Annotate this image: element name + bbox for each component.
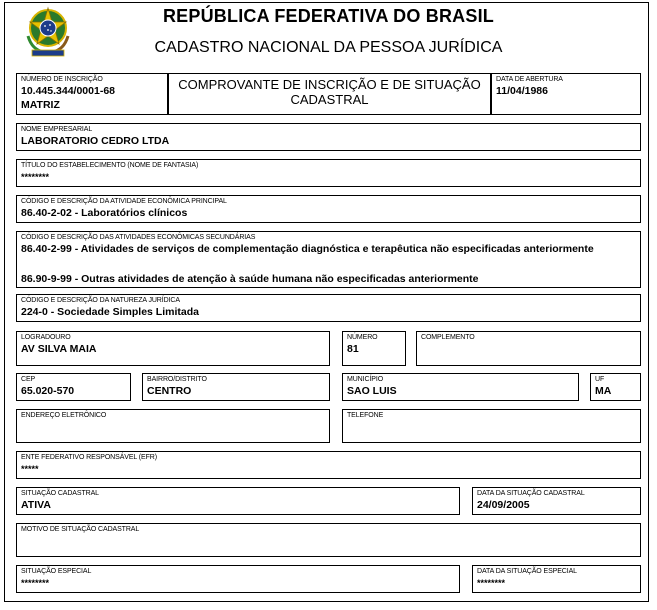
city-box <box>342 373 579 401</box>
status-date-box <box>472 487 641 515</box>
district: CENTRO <box>147 385 192 397</box>
document-title-box <box>168 73 491 115</box>
status: ATIVA <box>21 499 51 511</box>
company-name-label: NOME EMPRESARIAL <box>21 126 93 133</box>
email-label: ENDEREÇO ELETRÔNICO <box>21 412 107 419</box>
district-box <box>142 373 330 401</box>
city: SAO LUIS <box>347 385 397 397</box>
uf-box <box>590 373 641 401</box>
special-status-date: ******** <box>477 578 506 588</box>
complement-label: COMPLEMENTO <box>421 334 475 341</box>
complement-box <box>416 331 641 366</box>
page-subtitle: CADASTRO NACIONAL DA PESSOA JURÍDICA <box>154 39 503 56</box>
trade-name-box <box>16 159 641 187</box>
status-reason-label: MOTIVO DE SITUAÇÃO CADASTRAL <box>21 526 140 533</box>
status-date: 24/09/2005 <box>477 499 530 511</box>
legal-nature-label: CÓDIGO E DESCRIÇÃO DA NATUREZA JURÍDICA <box>21 297 180 304</box>
special-status-box <box>16 565 460 593</box>
main-activity-box <box>16 195 641 223</box>
company-name-box <box>16 123 641 151</box>
number-box <box>342 331 406 366</box>
efr: ***** <box>21 464 39 474</box>
opening-date: 11/04/1986 <box>496 85 548 97</box>
document-title: COMPROVANTE DE INSCRIÇÃO E DE SITUAÇÃO CADASTRAL <box>178 77 481 107</box>
email-box <box>16 409 330 443</box>
district-label: BAIRRO/DISTRITO <box>147 376 207 383</box>
efr-box <box>16 451 641 479</box>
city-label: MUNICÍPIO <box>347 376 384 383</box>
phone-box <box>342 409 641 443</box>
number: 81 <box>347 343 359 355</box>
secondary-activities-label: CÓDIGO E DESCRIÇÃO DAS ATIVIDADES ECONÔMICAS SECUNDÁRIAS <box>21 234 256 241</box>
status-date-label: DATA DA SITUAÇÃO CADASTRAL <box>477 490 585 497</box>
registration-number-label: NÚMERO DE INSCRIÇÃO <box>21 76 103 83</box>
secondary-activities-box <box>16 231 641 288</box>
main-activity: 86.40-2-02 - Laboratórios clínicos <box>21 207 188 219</box>
main-activity-label: CÓDIGO E DESCRIÇÃO DA ATIVIDADE ECONÔMICA PRINCIPAL <box>21 198 227 205</box>
cep-box <box>16 373 131 401</box>
street-label: LOGRADOURO <box>21 334 71 341</box>
phone-label: TELEFONE <box>347 412 384 419</box>
special-status-date-box <box>472 565 641 593</box>
trade-name-label: TÍTULO DO ESTABELECIMENTO (NOME DE FANTASIA) <box>21 162 199 169</box>
page-title: REPÚBLICA FEDERATIVA DO BRASIL <box>162 6 494 26</box>
uf-label: UF <box>595 376 605 383</box>
legal-nature: 224-0 - Sociedade Simples Limitada <box>21 306 199 318</box>
uf: MA <box>595 385 612 397</box>
cep: 65.020-570 <box>21 385 75 397</box>
cep-label: CEP <box>21 376 36 383</box>
special-status-date-label: DATA DA SITUAÇÃO ESPECIAL <box>477 568 577 575</box>
registration-number: 10.445.344/0001-68 <box>21 85 116 97</box>
legal-nature-box <box>16 294 641 322</box>
secondary-activity-item: 86.90-9-99 - Outras atividades de atenção à saúde humana não especificadas anteriormente <box>21 273 479 285</box>
secondary-activity-item: 86.40-2-99 - Atividades de serviços de complementação diagnóstica e terapêutica não especificadas anteriormente <box>21 243 594 255</box>
efr-label: ENTE FEDERATIVO RESPONSÁVEL (EFR) <box>21 454 157 461</box>
opening-date-label: DATA DE ABERTURA <box>496 76 563 83</box>
status-reason-box <box>16 523 641 557</box>
special-status: ******** <box>21 578 50 588</box>
street-box <box>16 331 330 366</box>
trade-name: ******** <box>21 172 50 182</box>
number-label: NÚMERO <box>347 334 378 341</box>
status-box <box>16 487 460 515</box>
registration-number-box <box>16 73 168 115</box>
street: AV SILVA MAIA <box>21 343 97 355</box>
special-status-label: SITUAÇÃO ESPECIAL <box>21 568 92 575</box>
opening-date-box <box>491 73 641 115</box>
company-name: LABORATORIO CEDRO LTDA <box>21 135 170 147</box>
status-label: SITUAÇÃO CADASTRAL <box>21 490 99 497</box>
registration-type: MATRIZ <box>21 99 60 111</box>
